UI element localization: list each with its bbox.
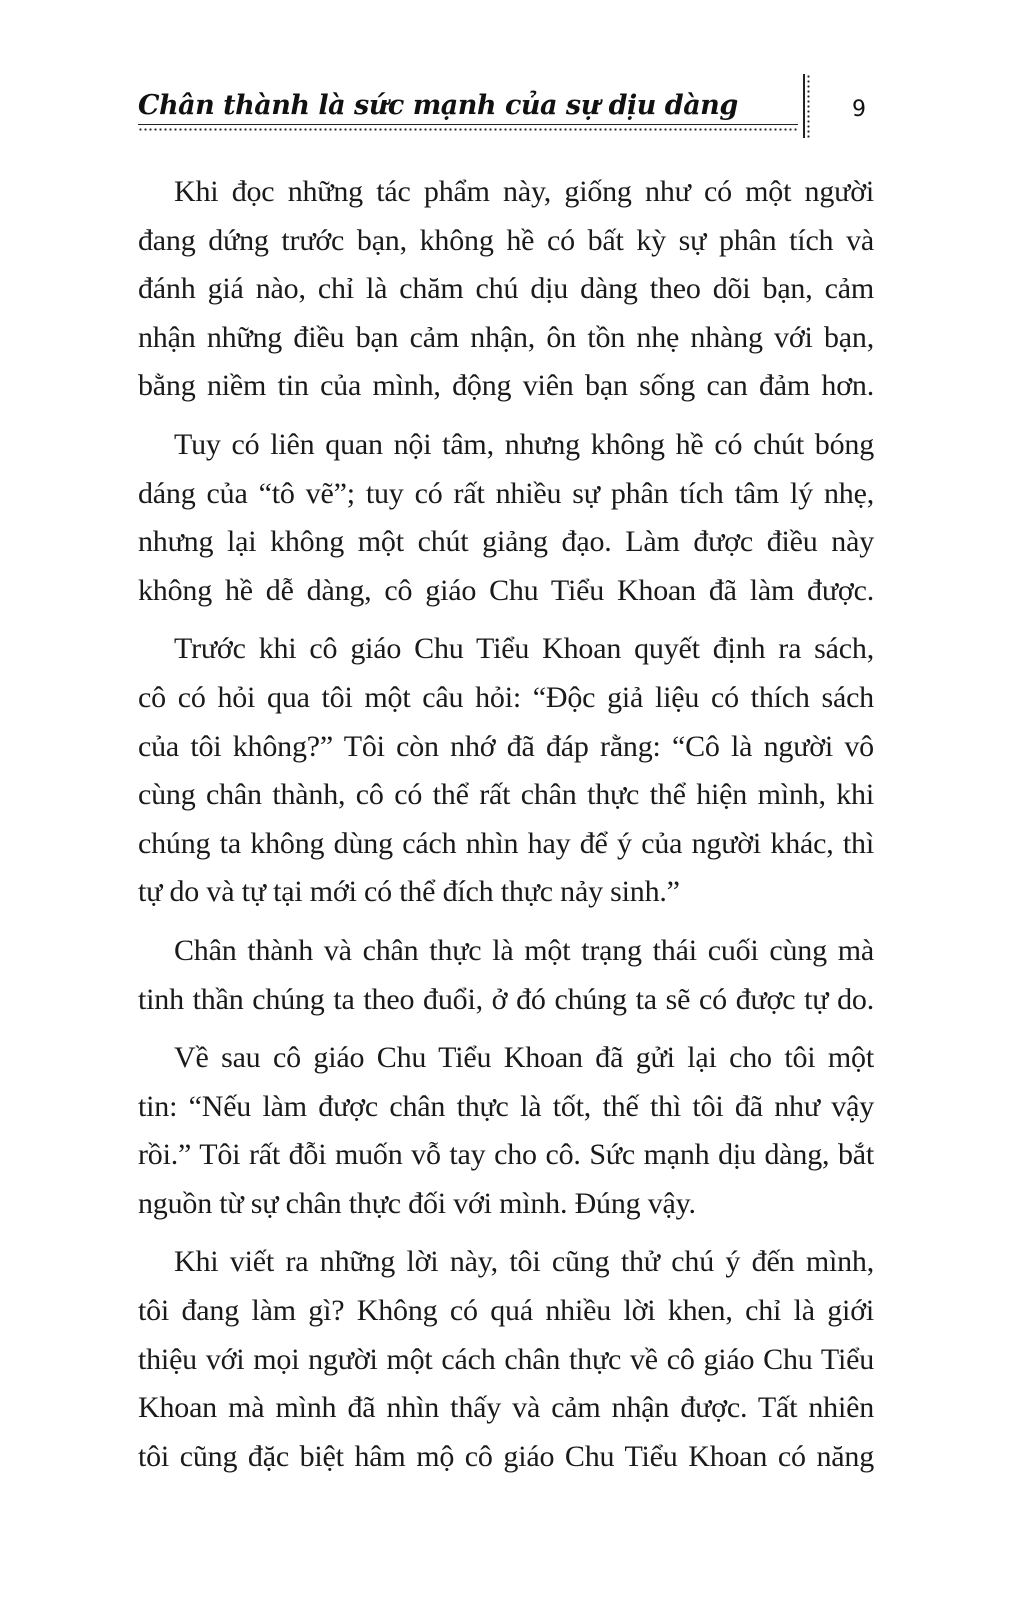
text-line: của tôi không?” Tôi còn nhớ đã đáp rằng: “Cô là người vô [138, 729, 874, 763]
text-line: Về sau cô giáo Chu Tiểu Khoan đã gửi lại cho tôi một [174, 1041, 874, 1075]
paragraph-3 [138, 625, 874, 917]
text-line: nhận những điều bạn cảm nhận, ôn tồn nhẹ nhàng với bạn, [138, 320, 874, 354]
text-line: Khi viết ra những lời này, tôi cũng thử chú ý đến mình, [174, 1245, 874, 1279]
text-line: Khoan mà mình đã nhìn thấy và cảm nhận được. Tất nhiên [138, 1391, 874, 1425]
running-title: Chân thành là sức mạnh của sự dịu dàng [138, 90, 738, 121]
page-number: 9 [852, 97, 866, 122]
paragraph-2 [138, 421, 874, 615]
paragraph-5 [138, 1034, 874, 1228]
text-line: bằng niềm tin của mình, động viên bạn sống can đảm hơn. [138, 369, 874, 403]
text-line: đánh giá nào, chỉ là chăm chú dịu dàng theo dõi bạn, cảm [138, 272, 874, 306]
header-vertical-ornament [803, 74, 811, 138]
text-line: dáng của “tô vẽ”; tuy có rất nhiều sự phân tích tâm lý nhẹ, [138, 476, 874, 510]
text-line: tin: “Nếu làm được chân thực là tốt, thế thì tôi đã như vậy [138, 1089, 874, 1123]
text-line: Tuy có liên quan nội tâm, nhưng không hề có chút bóng [174, 427, 874, 461]
paragraph-6 [138, 1238, 874, 1481]
text-line: rồi.” Tôi rất đỗi muốn vỗ tay cho cô. Sức mạnh dịu dàng, bắt [138, 1138, 874, 1172]
text-line: cùng chân thành, cô có thể rất chân thực thể hiện mình, khi [138, 778, 874, 812]
body-text [138, 168, 874, 1491]
text-line: tôi đang làm gì? Không có quá nhiều lời khen, chỉ là giới [138, 1294, 874, 1328]
text-line: tự do và tự tại mới có thể đích thực nảy sinh.” [138, 875, 680, 909]
text-line: Chân thành và chân thực là một trạng thái cuối cùng mà [174, 933, 874, 967]
text-line: nhưng lại không một chút giảng đạo. Làm được điều này [138, 525, 874, 559]
text-line: tôi cũng đặc biệt hâm mộ cô giáo Chu Tiểu Khoan có năng [138, 1439, 874, 1473]
text-line: Trước khi cô giáo Chu Tiểu Khoan quyết định ra sách, [174, 632, 874, 666]
paragraph-4 [138, 927, 874, 1024]
vertical-dotted-rule [807, 74, 810, 138]
running-header [138, 86, 818, 146]
text-line: chúng ta không dùng cách nhìn hay để ý của người khác, thì [138, 826, 874, 860]
text-line: không hề dễ dàng, cô giáo Chu Tiểu Khoan đã làm được. [138, 573, 874, 607]
text-line: Khi đọc những tác phẩm này, giống như có một người [174, 175, 874, 208]
header-rule [138, 124, 798, 125]
header-dotted-rule [138, 128, 798, 131]
text-line: thiệu với mọi người một cách chân thực về cô giáo Chu Tiểu [138, 1342, 874, 1376]
text-line: tinh thần chúng ta theo đuổi, ở đó chúng ta sẽ có được tự do. [138, 982, 874, 1016]
vertical-rule [803, 74, 805, 138]
text-line: đang dứng trước bạn, không hề có bất kỳ sự phân tích và [138, 223, 874, 257]
paragraph-1 [138, 168, 874, 411]
text-line: cô có hỏi qua tôi một câu hỏi: “Độc giả liệu có thích sách [138, 680, 874, 714]
text-line: nguồn từ sự chân thực đối với mình. Đúng vậy. [138, 1186, 696, 1220]
